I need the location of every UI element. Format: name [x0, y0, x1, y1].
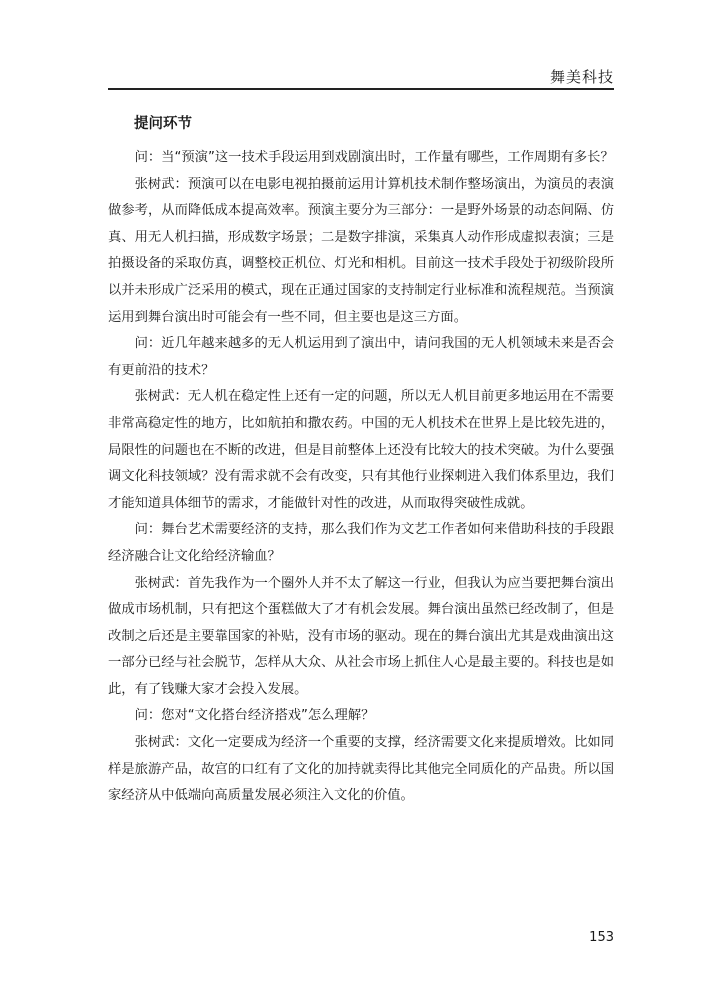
header-rule [108, 88, 614, 90]
question-paragraph: 问：舞台艺术需要经济的支持，那么我们作为文艺工作者如何来借助科技的手段跟经济融合让文化给经济输血？ [108, 522, 614, 564]
answer-paragraph: 张树武：文化一定要成为经济一个重要的支撑，经济需要文化来提质增效。比如同样是旅游产品，故宫的口红有了文化的加持就卖得比其他完全同质化的产品贵。所以国家经济从中低端向高质量发展必须注入文化的价值。 [108, 735, 614, 804]
section-heading: 提问环节 [134, 116, 192, 132]
page-number: 153 [589, 930, 614, 945]
running-header-title: 舞美科技 [549, 68, 614, 86]
answer-paragraph: 张树武：预演可以在电影电视拍摄前运用计算机技术制作整场演出，为演员的表演做参考，从而降低成本提高效率。预演主要分为三部分：一是野外场景的动态间隔、仿真、用无人机扫描，形成数字场景；二是数字排演，采集真人动作形成虚拟表演；三是拍摄设备的采取仿真，调整校正机位、灯光和相机。目前这一技术手段处于初级阶段所以并未形成广泛采用的模式，现在正通过国家的支持制定行业标准和流程规范。当预演运用到舞台演出时可能会有一些不同，但主要也是这三方面。 [108, 176, 614, 325]
question-paragraph: 问：您对“文化搭台经济搭戏”怎么理解？ [134, 708, 375, 724]
question-paragraph: 问：近几年越来越多的无人机运用到了演出中，请问我国的无人机领域未来是否会有更前沿的技术？ [108, 336, 614, 378]
question-paragraph: 问：当“预演”这一技术手段运用到戏剧演出时，工作量有哪些，工作周期有多长？ [134, 150, 614, 165]
answer-paragraph: 张树武：无人机在稳定性上还有一定的问题，所以无人机目前更多地运用在不需要非常高稳定性的地方，比如航拍和撒农药。中国的无人机技术在世界上是比较先进的，局限性的问题也在不断的改进，但是目前整体上还没有比较大的技术突破。为什么要强调文化科技领域？没有需求就不会有改变，只有其他行业探刺进入我们体系里边，我们才能知道具体细节的需求，才能做针对性的改进，从而取得突破性成就。 [108, 389, 614, 511]
article-body [108, 145, 614, 810]
answer-paragraph: 张树武：首先我作为一个圈外人并不太了解这一行业，但我认为应当要把舞台演出做成市场机制，只有把这个蛋糕做大了才有机会发展。舞台演出虽然已经改制了，但是改制之后还是主要靠国家的补贴，没有市场的驱动。现在的舞台演出尤其是戏曲演出这一部分已经与社会脱节，怎样从大众、从社会市场上抓住人心是最主要的。科技也是如此，有了钱赚大家才会投入发展。 [108, 575, 614, 697]
